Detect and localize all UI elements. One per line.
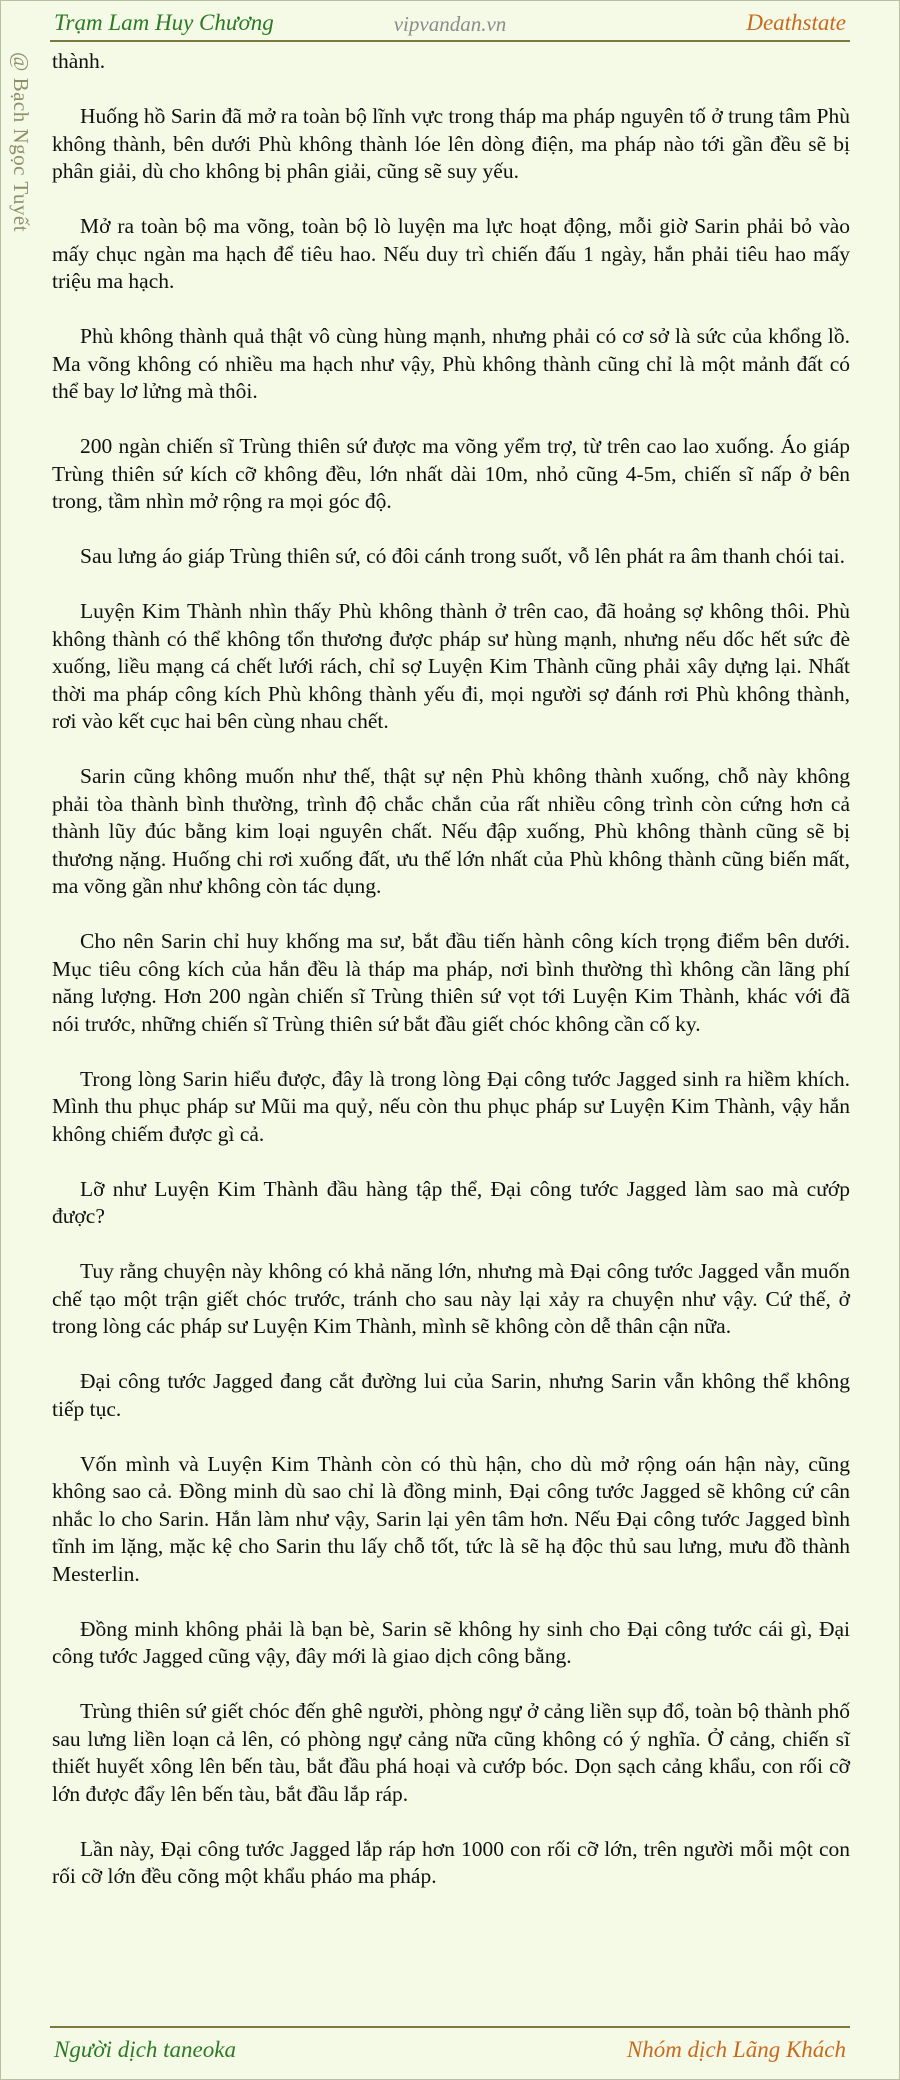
paragraph: 200 ngàn chiến sĩ Trùng thiên sứ được ma võng yểm trợ, từ trên cao lao xuống. Áo giáp Trùng thiên sứ kích cỡ không đều, lớn nhất dài 10m, nhỏ cũng 4-5m, chiến sĩ nấp ở bên trong, tầm nhìn mở rộng ra mọi góc độ. <box>52 434 850 513</box>
page-footer <box>50 2026 850 2072</box>
page-header <box>50 6 850 42</box>
header-website[interactable]: vipvandan.vn <box>393 12 507 36</box>
header-site-name: Trạm Lam Huy Chương <box>54 10 274 35</box>
paragraph: Phù không thành quả thật vô cùng hùng mạnh, nhưng phải có cơ sở là sức của khổng lồ. Ma võng không có nhiều ma hạch như vậy, Phù không thành cũng chỉ là một mảnh đất có thể bay lơ lửng mà thôi. <box>52 324 850 403</box>
paragraph: Lỡ như Luyện Kim Thành đầu hàng tập thể, Đại công tước Jagged làm sao mà cướp được? <box>52 1176 850 1228</box>
paragraph: Trong lòng Sarin hiểu được, đây là trong lòng Đại công tước Jagged sinh ra hiềm khích. Mình thu phục pháp sư Mũi ma quỷ, nếu còn thu phục pháp sư Luyện Kim Thành, vậy hắn không chiếm được gì cả. <box>52 1066 850 1146</box>
paragraph: Luyện Kim Thành nhìn thấy Phù không thành ở trên cao, đã hoảng sợ không thôi. Phù không thành có thể không tổn thương được pháp sư hùng mạnh, nhưng nếu dốc hết sức đè xuống, liều mạng cá chết lưới rách, chỉ sợ Luyện Kim Thành cũng phải xây dựng lại. Nhất thời ma pháp công kích Phù không thành yếu đi, mọi người sợ đánh rơi Phù không thành, rơi vào kết cục hai bên cùng nhau chết. <box>52 599 850 733</box>
header-book-title: Deathstate <box>746 10 846 35</box>
paragraph: Lần này, Đại công tước Jagged lắp ráp hơn 1000 con rối cỡ lớn, trên người mỗi một con rối cỡ lớn đều cõng một khẩu pháo ma pháp. <box>52 1836 850 1888</box>
paragraph: Huống hồ Sarin đã mở ra toàn bộ lĩnh vực trong tháp ma pháp nguyên tố ở trung tâm Phù không thành, bên dưới Phù không thành lóe lên dòng điện, ma pháp nào tới gần đều sẽ bị phân giải, dù cho không bị phân giải, cũng sẽ suy yếu. <box>52 104 850 183</box>
paragraph: Vốn mình và Luyện Kim Thành còn có thù hận, cho dù mở rộng oán hận này, cũng không sao cả. Đồng minh dù sao chỉ là đồng minh, Đại công tước Jagged sẽ không cứ cân nhắc lo cho Sarin. Hắn làm như vậy, Sarin lại yên tâm hơn. Nếu Đại công tước Jagged bình tĩnh im lặng, mặc kệ cho Sarin thu lấy chỗ tốt, tức là sẽ hạ độc thủ sau lưng, mưu đồ thành Mesterlin. <box>52 1451 850 1586</box>
paragraph: Đồng minh không phải là bạn bè, Sarin sẽ không hy sinh cho Đại công tước cái gì, Đại công tước Jagged cũng vậy, đây mới là giao dịch công bằng. <box>52 1616 850 1668</box>
paragraph: Sau lưng áo giáp Trùng thiên sứ, có đôi cánh trong suốt, vỗ lên phát ra âm thanh chói tai. <box>80 544 845 568</box>
footer-group: Nhóm dịch Lãng Khách <box>626 2037 846 2062</box>
paragraph: Trùng thiên sứ giết chóc đến ghê người, phòng ngự ở cảng liền sụp đổ, toàn bộ thành phố sau lưng liền loạn cả lên, có phòng ngự cảng nữa cũng không có ý nghĩa. Ở cảng, chiến sĩ thiết huyết xông lên bến tàu, bắt đầu phá hoại và cướp bóc. Dọn sạch cảng khẩu, con rối cỡ lớn được đẩy lên bến tàu, bắt đầu lắp ráp. <box>52 1699 850 1806</box>
sidebar-credit: @ Bạch Ngọc Tuyết <box>9 52 33 233</box>
footer-translator: Người dịch taneoka <box>54 2037 236 2062</box>
paragraph: Sarin cũng không muốn như thế, thật sự nện Phù không thành xuống, chỗ này không phải tòa thành bình thường, trình độ chắc chắn của rất nhiều công trình còn cứng hơn cả thành lũy đúc bằng kim loại nguyên chất. Nếu đập xuống, Phù không thành cũng sẽ bị thương nặng. Huống chi rơi xuống đất, ưu thế lớn nhất của Phù không thành cũng biến mất, ma võng gần như không còn tác dụng. <box>52 764 850 898</box>
chapter-body <box>52 48 850 1918</box>
paragraph: Cho nên Sarin chỉ huy khống ma sư, bắt đầu tiến hành công kích trọng điểm bên dưới. Mục tiêu công kích của hắn đều là tháp ma pháp, nơi bình thường thì không cần lãng phí năng lượng. Hơn 200 ngàn chiến sĩ Trùng thiên sứ vọt tới Luyện Kim Thành, khác với đã nói trước, những chiến sĩ Trùng thiên sứ bắt đầu giết chóc không cần cố ky. <box>52 929 850 1036</box>
paragraph: Tuy rằng chuyện này không có khả năng lớn, nhưng mà Đại công tước Jagged vẫn muốn chế tạo một trận giết chóc trước, tránh cho sau này lại xảy ra chuyện như vậy. Cứ thế, ở trong lòng các pháp sư Luyện Kim Thành, mình sẽ không còn dễ thân cận nữa. <box>52 1259 850 1338</box>
paragraph: thành. <box>52 49 106 73</box>
paragraph: Mở ra toàn bộ ma võng, toàn bộ lò luyện ma lực hoạt động, mỗi giờ Sarin phải bỏ vào mấy chục ngàn ma hạch để tiêu hao. Nếu duy trì chiến đấu 1 ngày, hắn phải tiêu hao mấy triệu ma hạch. <box>52 214 850 293</box>
paragraph: Đại công tước Jagged đang cắt đường lui của Sarin, nhưng Sarin vẫn không thể không tiếp tục. <box>52 1369 850 1421</box>
